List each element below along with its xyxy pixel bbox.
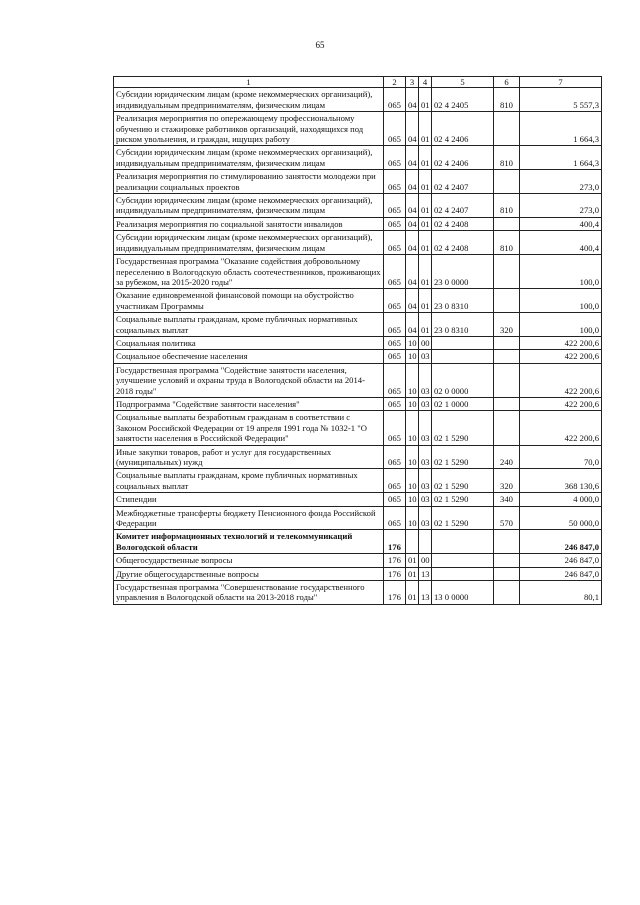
row-vr-cell [494, 350, 520, 363]
row-rz-cell: 10 [406, 336, 419, 349]
row-rz-cell: 04 [406, 170, 419, 194]
row-ved-cell: 176 [384, 530, 406, 554]
row-ved-cell: 065 [384, 146, 406, 170]
row-vr-cell: 340 [494, 493, 520, 506]
row-vr-cell [494, 554, 520, 567]
row-vr-cell [494, 255, 520, 289]
row-csr-cell: 23 0 8310 [432, 313, 494, 337]
row-name-cell: Общегосударственные вопросы [114, 554, 384, 567]
row-pr-cell: 01 [419, 231, 432, 255]
row-pr-cell: 01 [419, 112, 432, 146]
row-rz-cell: 10 [406, 445, 419, 469]
row-pr-cell: 13 [419, 581, 432, 605]
row-sum-cell: 368 130,6 [520, 469, 602, 493]
row-sum-cell: 246 847,0 [520, 530, 602, 554]
row-csr-cell: 23 0 0000 [432, 255, 494, 289]
row-rz-cell: 04 [406, 217, 419, 230]
header-col-2: 2 [384, 77, 406, 88]
row-pr-cell: 03 [419, 363, 432, 397]
row-vr-cell [494, 170, 520, 194]
table-row [114, 146, 602, 170]
row-name-cell: Субсидии юридическим лицам (кроме некоммерческих организаций), индивидуальным предпринимателям, физическим лицам [114, 231, 384, 255]
row-ved-cell: 065 [384, 313, 406, 337]
row-name-cell: Реализация мероприятия по стимулированию занятости молодежи при реализации социальных проектов [114, 170, 384, 194]
row-name-cell: Социальное обеспечение населения [114, 350, 384, 363]
row-rz-cell: 04 [406, 231, 419, 255]
row-pr-cell: 01 [419, 217, 432, 230]
row-csr-cell: 13 0 0000 [432, 581, 494, 605]
row-ved-cell: 065 [384, 112, 406, 146]
header-col-1: 1 [114, 77, 384, 88]
row-pr-cell: 03 [419, 493, 432, 506]
row-name-cell: Комитет информационных технологий и телекоммуникаций Вологодской области [114, 530, 384, 554]
row-ved-cell: 176 [384, 567, 406, 580]
row-sum-cell: 70,0 [520, 445, 602, 469]
row-pr-cell: 01 [419, 289, 432, 313]
table-row [114, 231, 602, 255]
row-ved-cell: 065 [384, 363, 406, 397]
budget-table [113, 76, 602, 605]
row-rz-cell: 01 [406, 581, 419, 605]
row-vr-cell [494, 336, 520, 349]
table-row [114, 88, 602, 112]
row-pr-cell: 00 [419, 336, 432, 349]
row-rz-cell: 10 [406, 397, 419, 410]
row-sum-cell: 273,0 [520, 170, 602, 194]
row-csr-cell: 02 1 5290 [432, 493, 494, 506]
row-csr-cell: 02 1 0000 [432, 397, 494, 410]
row-name-cell: Государственная программа "Содействие занятости населения, улучшение условий и охраны труда в Вологодской области на 2014-2018 годы" [114, 363, 384, 397]
row-sum-cell: 100,0 [520, 313, 602, 337]
row-sum-cell: 422 200,6 [520, 363, 602, 397]
row-sum-cell: 422 200,6 [520, 411, 602, 445]
row-sum-cell: 246 847,0 [520, 554, 602, 567]
row-csr-cell [432, 350, 494, 363]
row-name-cell: Субсидии юридическим лицам (кроме некоммерческих организаций), индивидуальным предпринимателям, физическим лицам [114, 194, 384, 218]
row-csr-cell: 02 0 0000 [432, 363, 494, 397]
row-name-cell: Реализация мероприятия по опережающему профессиональному обучению и стажировке работников организаций, находящихся под риском увольнения, и граждан, ищущих работу [114, 112, 384, 146]
table-row [114, 530, 602, 554]
row-ved-cell: 176 [384, 554, 406, 567]
row-pr-cell: 01 [419, 88, 432, 112]
row-rz-cell: 10 [406, 506, 419, 530]
row-rz-cell: 10 [406, 350, 419, 363]
table-row [114, 554, 602, 567]
row-sum-cell: 422 200,6 [520, 397, 602, 410]
header-col-5: 5 [432, 77, 494, 88]
row-ved-cell: 065 [384, 350, 406, 363]
row-csr-cell [432, 336, 494, 349]
row-name-cell: Субсидии юридическим лицам (кроме некоммерческих организаций), индивидуальным предпринимателям, физическим лицам [114, 146, 384, 170]
row-csr-cell [432, 567, 494, 580]
row-name-cell: Подпрограмма "Содействие занятости населения" [114, 397, 384, 410]
header-col-7: 7 [520, 77, 602, 88]
row-rz-cell: 04 [406, 194, 419, 218]
row-csr-cell: 02 4 2408 [432, 217, 494, 230]
row-rz-cell [406, 530, 419, 554]
row-pr-cell: 03 [419, 469, 432, 493]
row-pr-cell: 03 [419, 350, 432, 363]
row-sum-cell: 5 557,3 [520, 88, 602, 112]
row-sum-cell: 100,0 [520, 255, 602, 289]
table-row [114, 217, 602, 230]
row-vr-cell [494, 363, 520, 397]
row-pr-cell: 01 [419, 313, 432, 337]
table-row [114, 194, 602, 218]
row-pr-cell: 00 [419, 554, 432, 567]
page-number: 65 [315, 40, 325, 50]
row-ved-cell: 065 [384, 469, 406, 493]
row-name-cell: Другие общегосударственные вопросы [114, 567, 384, 580]
row-csr-cell: 02 4 2406 [432, 146, 494, 170]
row-sum-cell: 422 200,6 [520, 336, 602, 349]
row-csr-cell [432, 554, 494, 567]
row-csr-cell: 02 1 5290 [432, 445, 494, 469]
row-vr-cell [494, 567, 520, 580]
table-row [114, 350, 602, 363]
row-name-cell: Государственная программа "Оказание содействия добровольному переселению в Вологодскую область соотечественников, проживающих за рубежом, на 2015-2020 годы" [114, 255, 384, 289]
table-row [114, 255, 602, 289]
row-name-cell: Субсидии юридическим лицам (кроме некоммерческих организаций), индивидуальным предпринимателям, физическим лицам [114, 88, 384, 112]
row-ved-cell: 065 [384, 336, 406, 349]
row-vr-cell: 810 [494, 231, 520, 255]
row-name-cell: Социальные выплаты гражданам, кроме публичных нормативных социальных выплат [114, 313, 384, 337]
row-name-cell: Социальная политика [114, 336, 384, 349]
row-ved-cell: 065 [384, 88, 406, 112]
row-rz-cell: 04 [406, 88, 419, 112]
row-name-cell: Государственная программа "Совершенствование государственного управления в Вологодской области на 2013-2018 годы" [114, 581, 384, 605]
row-vr-cell [494, 289, 520, 313]
row-sum-cell: 246 847,0 [520, 567, 602, 580]
row-sum-cell: 400,4 [520, 231, 602, 255]
row-ved-cell: 065 [384, 506, 406, 530]
table-row [114, 493, 602, 506]
row-name-cell: Оказание единовременной финансовой помощи на обустройство участникам Программы [114, 289, 384, 313]
row-ved-cell: 065 [384, 445, 406, 469]
row-csr-cell: 02 1 5290 [432, 506, 494, 530]
table-row [114, 411, 602, 445]
row-vr-cell [494, 217, 520, 230]
row-rz-cell: 10 [406, 411, 419, 445]
row-pr-cell: 01 [419, 194, 432, 218]
table-row [114, 289, 602, 313]
row-vr-cell: 320 [494, 469, 520, 493]
row-sum-cell: 100,0 [520, 289, 602, 313]
row-name-cell: Иные закупки товаров, работ и услуг для государственных (муниципальных) нужд [114, 445, 384, 469]
row-rz-cell: 04 [406, 289, 419, 313]
row-sum-cell: 4 000,0 [520, 493, 602, 506]
table-row [114, 170, 602, 194]
row-csr-cell: 02 4 2408 [432, 231, 494, 255]
row-rz-cell: 01 [406, 554, 419, 567]
row-rz-cell: 10 [406, 363, 419, 397]
header-row [114, 77, 602, 88]
row-name-cell: Стипендии [114, 493, 384, 506]
row-vr-cell [494, 112, 520, 146]
table-row [114, 397, 602, 410]
row-ved-cell: 065 [384, 397, 406, 410]
row-rz-cell: 01 [406, 567, 419, 580]
row-ved-cell: 065 [384, 289, 406, 313]
row-name-cell: Межбюджетные трансферты бюджету Пенсионного фонда Российской Федерации [114, 506, 384, 530]
row-pr-cell: 01 [419, 146, 432, 170]
row-vr-cell [494, 530, 520, 554]
row-rz-cell: 04 [406, 112, 419, 146]
row-vr-cell: 810 [494, 146, 520, 170]
row-name-cell: Социальные выплаты безработным гражданам в соответствии с Законом Российской Федерации от 19 апреля 1991 года № 1032-1 "О занятости населения в Российской Федерации" [114, 411, 384, 445]
row-csr-cell: 02 1 5290 [432, 469, 494, 493]
row-csr-cell: 02 1 5290 [432, 411, 494, 445]
table-row [114, 363, 602, 397]
table-row [114, 469, 602, 493]
row-csr-cell [432, 530, 494, 554]
row-sum-cell: 80,1 [520, 581, 602, 605]
row-vr-cell [494, 397, 520, 410]
row-sum-cell: 400,4 [520, 217, 602, 230]
row-ved-cell: 065 [384, 255, 406, 289]
row-vr-cell [494, 581, 520, 605]
header-col-3: 3 [406, 77, 419, 88]
row-vr-cell: 320 [494, 313, 520, 337]
table-row [114, 445, 602, 469]
row-rz-cell: 04 [406, 255, 419, 289]
row-sum-cell: 50 000,0 [520, 506, 602, 530]
table-row [114, 567, 602, 580]
row-name-cell: Социальные выплаты гражданам, кроме публичных нормативных социальных выплат [114, 469, 384, 493]
row-ved-cell: 065 [384, 194, 406, 218]
table-row [114, 506, 602, 530]
header-col-4: 4 [419, 77, 432, 88]
row-pr-cell: 01 [419, 255, 432, 289]
row-pr-cell [419, 530, 432, 554]
row-rz-cell: 10 [406, 493, 419, 506]
row-sum-cell: 1 664,3 [520, 146, 602, 170]
row-ved-cell: 065 [384, 217, 406, 230]
row-vr-cell: 810 [494, 88, 520, 112]
row-name-cell: Реализация мероприятия по социальной занятости инвалидов [114, 217, 384, 230]
row-csr-cell: 02 4 2406 [432, 112, 494, 146]
row-rz-cell: 04 [406, 146, 419, 170]
row-csr-cell: 02 4 2405 [432, 88, 494, 112]
row-rz-cell: 04 [406, 313, 419, 337]
row-vr-cell: 570 [494, 506, 520, 530]
row-pr-cell: 13 [419, 567, 432, 580]
row-pr-cell: 03 [419, 506, 432, 530]
row-pr-cell: 03 [419, 445, 432, 469]
row-vr-cell: 240 [494, 445, 520, 469]
table-row [114, 313, 602, 337]
header-col-6: 6 [494, 77, 520, 88]
table-row [114, 581, 602, 605]
row-vr-cell [494, 411, 520, 445]
row-sum-cell: 273,0 [520, 194, 602, 218]
row-ved-cell: 065 [384, 411, 406, 445]
row-rz-cell: 10 [406, 469, 419, 493]
row-pr-cell: 03 [419, 397, 432, 410]
row-ved-cell: 065 [384, 170, 406, 194]
row-csr-cell: 02 4 2407 [432, 194, 494, 218]
row-ved-cell: 065 [384, 231, 406, 255]
row-pr-cell: 01 [419, 170, 432, 194]
row-ved-cell: 176 [384, 581, 406, 605]
row-sum-cell: 1 664,3 [520, 112, 602, 146]
row-csr-cell: 02 4 2407 [432, 170, 494, 194]
row-pr-cell: 03 [419, 411, 432, 445]
table-row [114, 112, 602, 146]
row-vr-cell: 810 [494, 194, 520, 218]
row-csr-cell: 23 0 8310 [432, 289, 494, 313]
table-row [114, 336, 602, 349]
row-sum-cell: 422 200,6 [520, 350, 602, 363]
row-ved-cell: 065 [384, 493, 406, 506]
